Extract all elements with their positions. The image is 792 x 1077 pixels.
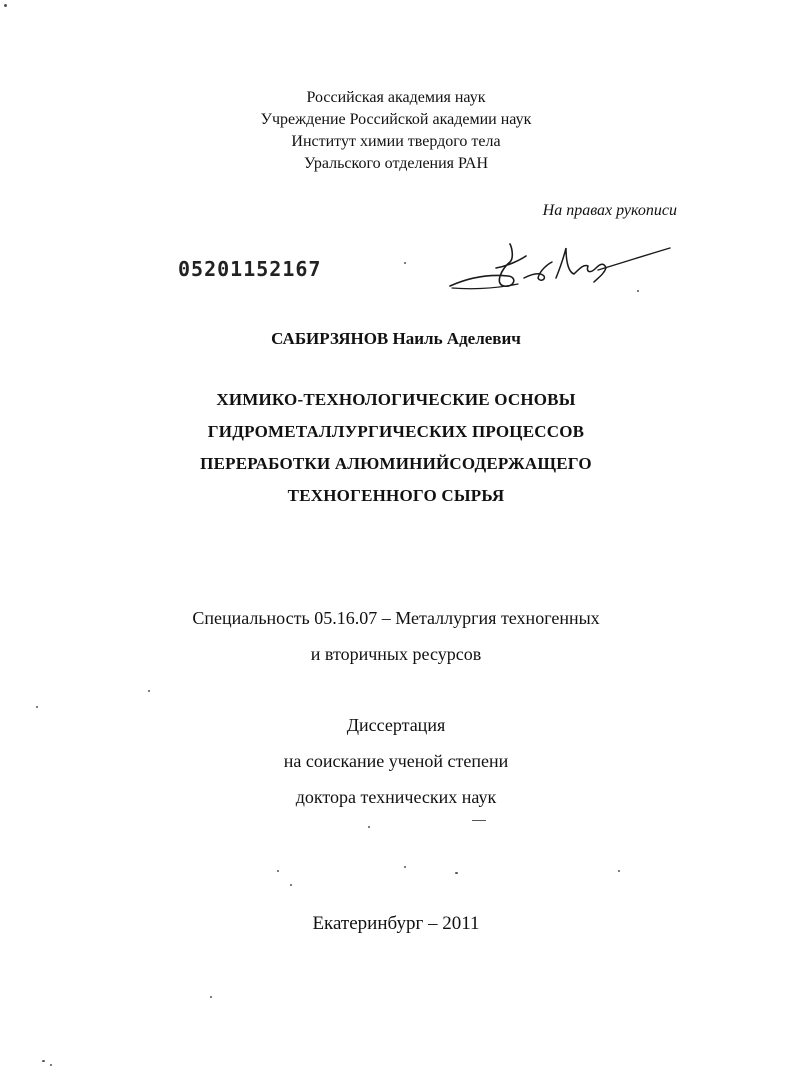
- title-line: ПЕРЕРАБОТКИ АЛЮМИНИЙСОДЕРЖАЩЕГО: [200, 454, 592, 473]
- institution-block: [0, 87, 792, 175]
- scan-speck: [618, 870, 620, 872]
- manuscript-note: На правах рукописи: [542, 202, 677, 219]
- scan-speck: [472, 820, 486, 821]
- signature-image: [448, 238, 673, 296]
- title-line: ГИДРОМЕТАЛЛУРГИЧЕСКИХ ПРОЦЕССОВ: [207, 422, 585, 441]
- dissertation-line: на соискание ученой степени: [283, 751, 509, 771]
- scan-speck: [290, 884, 292, 886]
- institution-line: Уральского отделения РАН: [303, 155, 488, 172]
- dissertation-block: [0, 707, 792, 815]
- scan-speck: [210, 996, 212, 998]
- institution-line: Российская академия наук: [306, 89, 486, 106]
- scan-speck: [42, 1060, 45, 1062]
- scan-speck: [368, 826, 370, 828]
- scan-speck: [404, 866, 406, 868]
- specialty-line: Специальность 05.16.07 – Металлургия техногенных: [192, 608, 600, 628]
- title-line: ХИМИКО-ТЕХНОЛОГИЧЕСКИЕ ОСНОВЫ: [216, 390, 576, 409]
- scan-speck: [277, 870, 279, 872]
- scan-speck: [404, 262, 406, 264]
- scan-speck: [455, 872, 458, 874]
- dissertation-title: [0, 384, 792, 512]
- registration-stamp: 05201152167: [178, 257, 322, 281]
- dissertation-line: Диссертация: [346, 715, 446, 735]
- scan-speck: [4, 4, 7, 7]
- city-year: Екатеринбург – 2011: [312, 913, 480, 934]
- institution-line: Учреждение Российской академии наук: [260, 111, 532, 128]
- scan-speck: [637, 290, 639, 292]
- dissertation-line: доктора технических наук: [295, 787, 497, 807]
- institution-line: Институт химии твердого тела: [291, 133, 501, 150]
- specialty-line: и вторичных ресурсов: [310, 644, 482, 664]
- title-line: ТЕХНОГЕННОГО СЫРЬЯ: [287, 486, 505, 505]
- scan-speck: [36, 706, 38, 708]
- scan-speck: [148, 690, 150, 692]
- scan-speck: [50, 1064, 52, 1066]
- author-name: САБИРЗЯНОВ Наиль Аделевич: [271, 329, 521, 348]
- specialty-block: [0, 600, 792, 672]
